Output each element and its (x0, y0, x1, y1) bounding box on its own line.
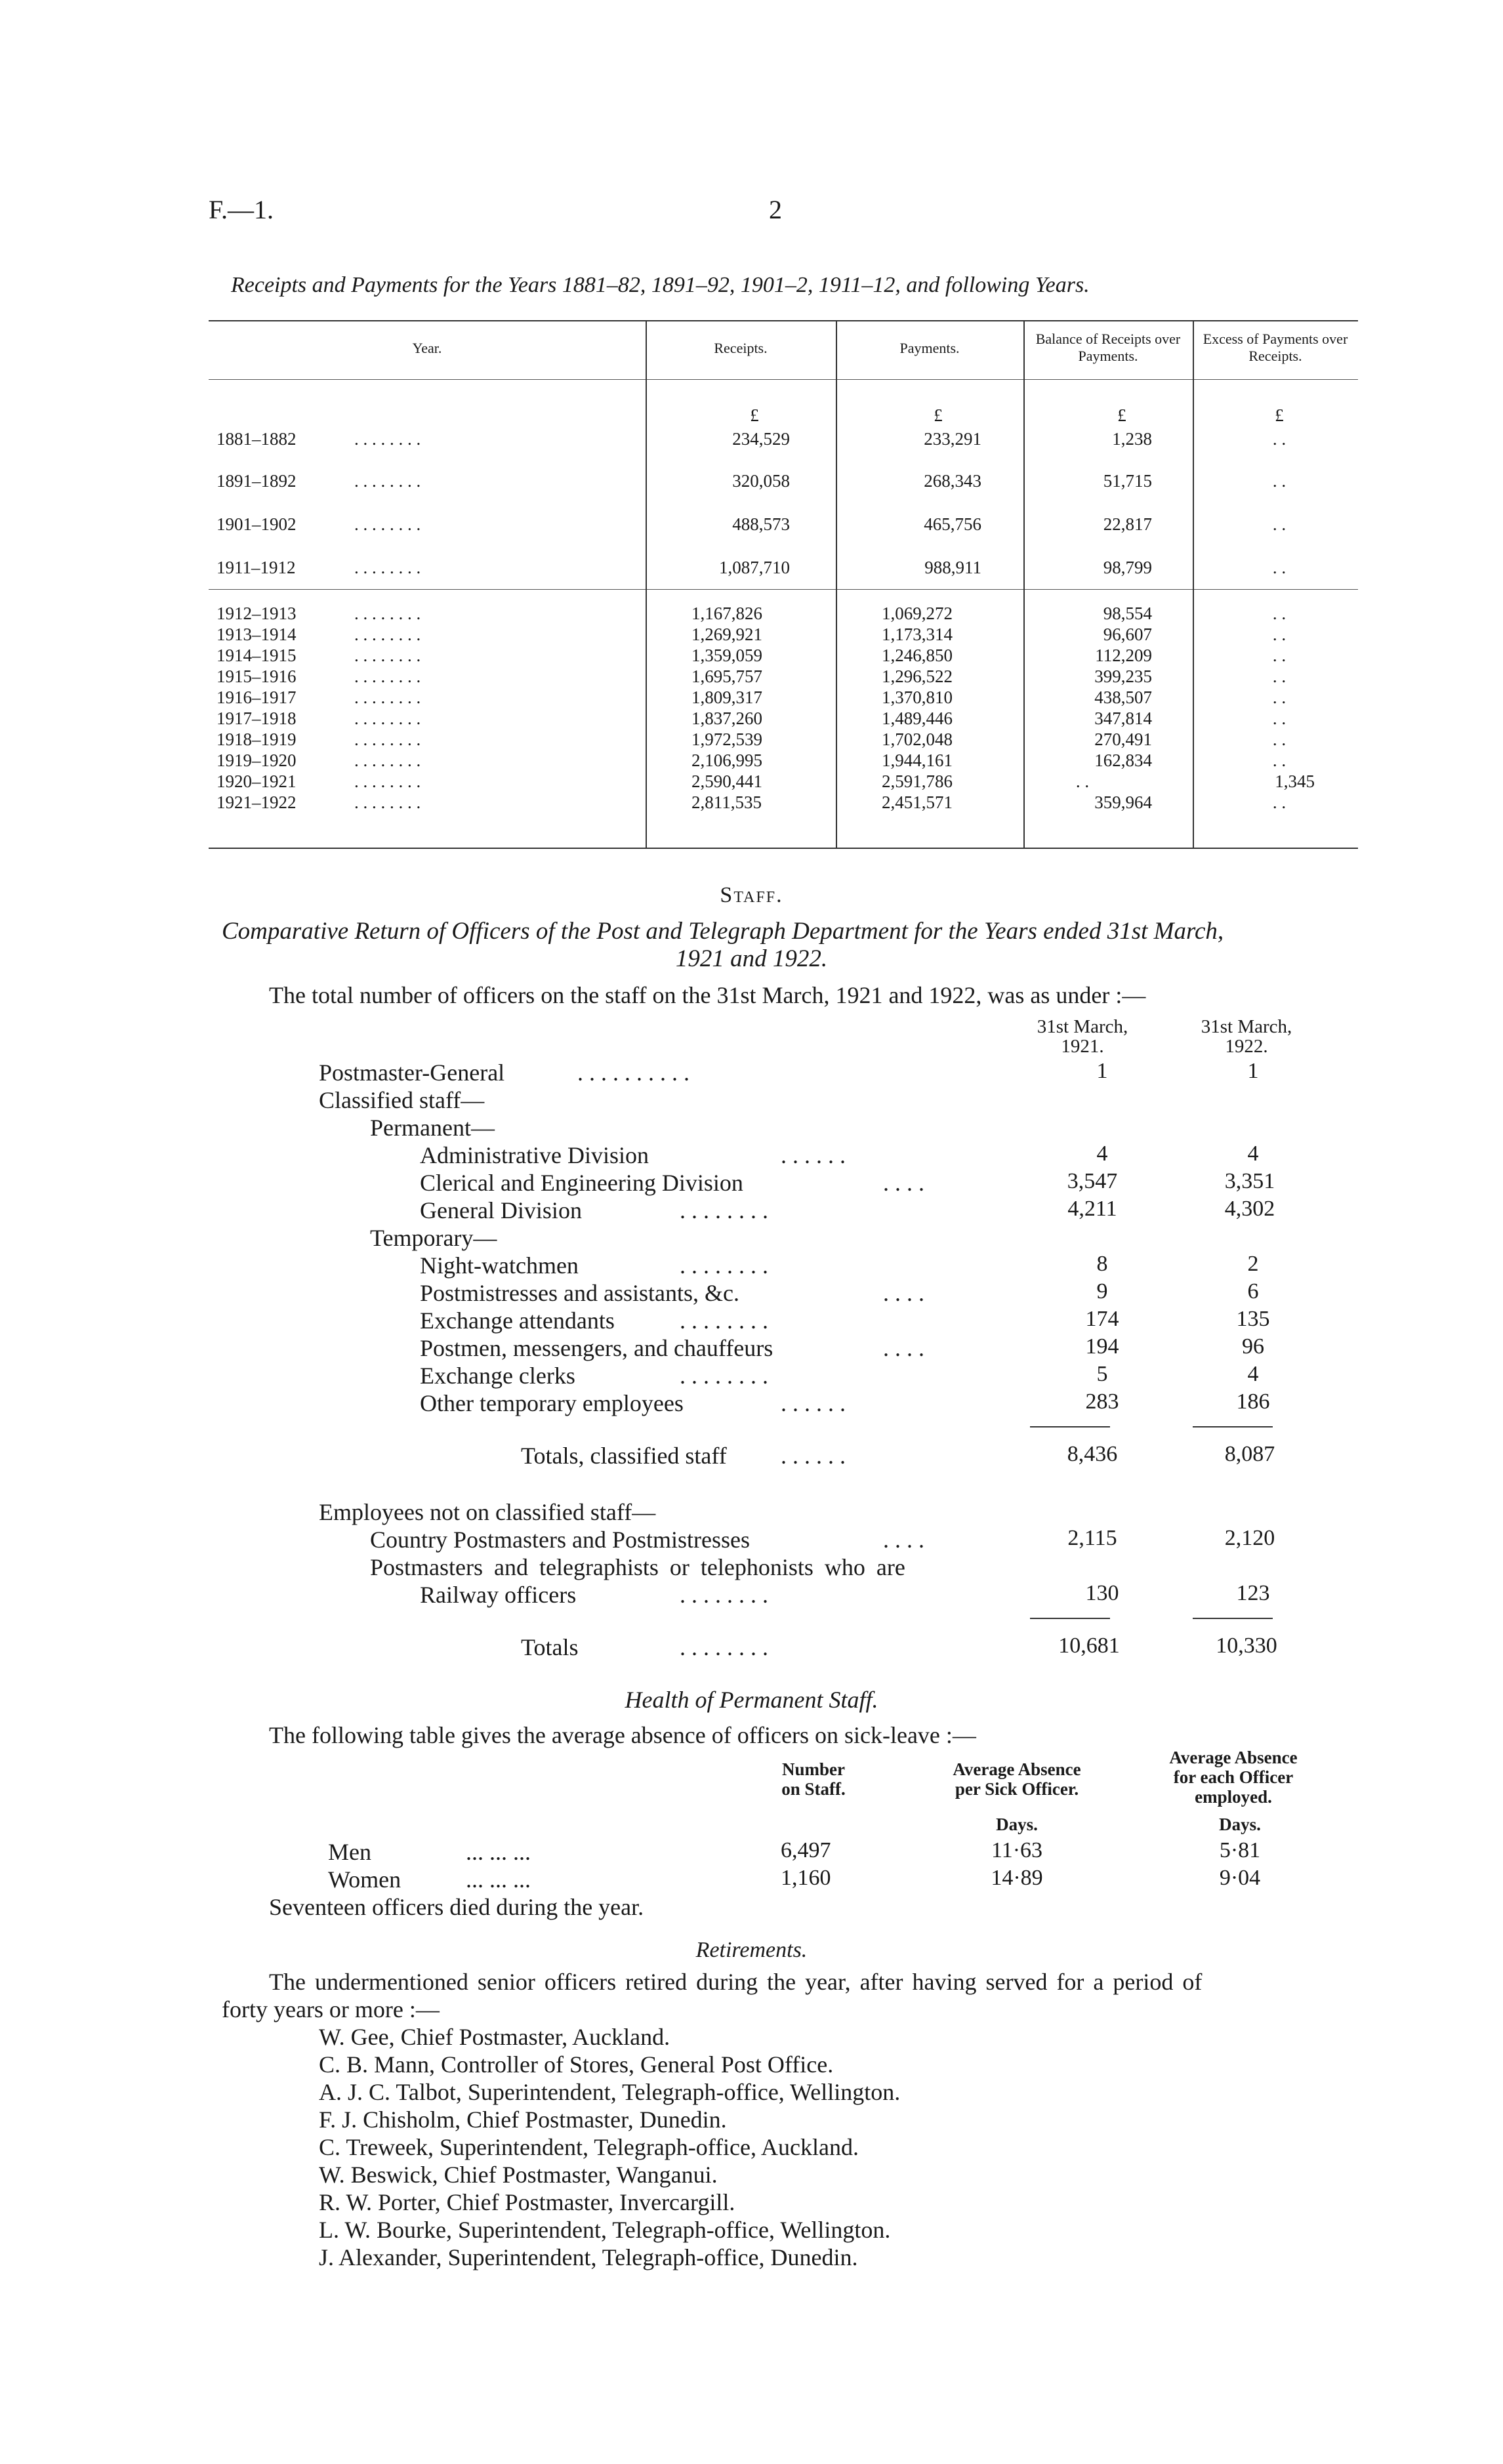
list-item: L. W. Bourke, Superintendent, Telegraph-office, Wellington. (319, 2217, 891, 2243)
row-balance: . . (1075, 771, 1090, 791)
row-leader-dots: . . . . . . . . (354, 604, 421, 623)
totals-1921: 10,681 (1058, 1633, 1120, 1658)
table-top-rule (209, 320, 1358, 321)
health-col-number-header (761, 1759, 866, 1799)
row-receipts: 2,590,441 (691, 771, 762, 791)
row-payments: 1,296,522 (882, 667, 953, 686)
totals-1922: 10,330 (1216, 1633, 1277, 1658)
staff-row-1922: 6 (1247, 1279, 1259, 1304)
health-row-staff: 1,160 (781, 1866, 831, 1890)
row-balance: 162,834 (1094, 750, 1152, 770)
staff-row-label: Classified staff— (319, 1087, 485, 1113)
row-payments: 988,911 (924, 558, 981, 577)
staff-col-1921-header (1023, 1017, 1142, 1056)
row-year: 1917–1918 (216, 708, 297, 728)
row-payments: 1,246,850 (882, 646, 953, 665)
row-year: 1921–1922 (216, 792, 297, 812)
row-receipts: 1,167,826 (691, 604, 762, 623)
row-balance: 22,817 (1103, 514, 1152, 534)
staff-row-1921: 1 (1096, 1059, 1108, 1083)
row-leader-dots: . . . . . . . . (354, 750, 421, 770)
row-leader-dots: . . . . . . . . (354, 792, 421, 812)
staff-row-dots: . . . . . . . . (680, 1197, 768, 1223)
staff-row-1921: 4,211 (1067, 1197, 1117, 1221)
staff-row-1922: 3,351 (1224, 1169, 1275, 1193)
row-excess: . . (1272, 625, 1287, 644)
health-col-per-sick-header (925, 1759, 1109, 1799)
staff-row-label: Other temporary employees (420, 1390, 684, 1416)
staff-subtitle-line1: Comparative Return of Officers of the Post and Telegraph Department for the Years ended 31st March, (222, 918, 1224, 945)
row-year: 1913–1914 (216, 625, 297, 644)
totals-classified-1922: 8,087 (1224, 1442, 1275, 1466)
row-excess: . . (1272, 729, 1287, 749)
health-heading: Health of Permanent Staff. (625, 1687, 878, 1713)
retirements-heading: Retirements. (695, 1938, 808, 1962)
staff-subtitle-line2: 1921 and 1922. (675, 945, 828, 972)
row-year: 1916–1917 (216, 688, 297, 707)
row-receipts: 1,837,260 (691, 708, 762, 728)
row-excess: . . (1272, 471, 1287, 491)
row-leader-dots: . . . . . . . . (354, 625, 421, 644)
header-line: 1921. (1061, 1036, 1104, 1057)
row-payments: 1,069,272 (882, 604, 953, 623)
row-receipts: 1,695,757 (691, 667, 762, 686)
row-leader-dots: . . . . . . . . (354, 667, 421, 686)
staff-row-label: Exchange attendants (420, 1307, 615, 1334)
health-row-per-officer: 9·04 (1219, 1866, 1261, 1890)
header-line: per Sick Officer. (955, 1779, 1079, 1799)
staff-row-1921: 174 (1085, 1307, 1119, 1331)
staff-row-label: Temporary— (370, 1225, 497, 1251)
row-receipts: 1,359,059 (691, 646, 762, 665)
staff-row-dots: . . . . . . . . (680, 1307, 768, 1334)
row-receipts: 1,972,539 (691, 729, 762, 749)
staff-row-1922: 4 (1247, 1141, 1259, 1166)
staff-row-dots: . . . . . . (781, 1390, 846, 1416)
staff-row-1922: 123 (1236, 1581, 1270, 1605)
staff-row-label: Night-watchmen (420, 1252, 579, 1279)
row-receipts: 2,106,995 (691, 750, 762, 770)
row-leader-dots: . . . . . . . . (354, 771, 421, 791)
row-payments: 1,370,810 (882, 688, 953, 707)
header-line: on Staff. (781, 1779, 846, 1799)
row-payments: 1,702,048 (882, 729, 953, 749)
row-excess: . . (1272, 667, 1287, 686)
currency-balance: £ (1117, 405, 1126, 425)
list-item: W. Beswick, Chief Postmaster, Wanganui. (319, 2162, 718, 2188)
row-leader-dots: . . . . . . . . (354, 688, 421, 707)
staff-row-1921: 9 (1096, 1279, 1108, 1304)
sum-rule (1030, 1426, 1110, 1427)
row-balance: 96,607 (1103, 625, 1152, 644)
row-balance: 98,799 (1103, 558, 1152, 577)
row-year: 1881–1882 (216, 429, 297, 449)
header-line: for each Officer (1173, 1767, 1294, 1787)
staff-row-dots: . . . . . . . . (680, 1582, 768, 1608)
page-number: 2 (769, 195, 782, 224)
row-excess: . . (1272, 604, 1287, 623)
staff-row-1921: 283 (1085, 1389, 1119, 1414)
row-balance: 399,235 (1094, 667, 1152, 686)
row-receipts: 1,269,921 (691, 625, 762, 644)
col-header-receipts: Receipts. (714, 340, 768, 356)
health-row-dots: ... ... ... (466, 1839, 531, 1865)
staff-row-dots: . . . . . . . . . . (577, 1059, 690, 1086)
col-header-payments: Payments. (899, 340, 960, 356)
row-balance: 359,964 (1094, 792, 1152, 812)
row-leader-dots: . . . . . . . . (354, 429, 421, 449)
row-payments: 1,489,446 (882, 708, 953, 728)
row-balance: 1,238 (1112, 429, 1152, 449)
row-excess: 1,345 (1275, 771, 1315, 791)
header-line: 31st March, (1201, 1016, 1292, 1037)
receipts-table-title: Receipts and Payments for the Years 1881–82, 1891–92, 1901–2, 1911–12, and following Years. (231, 273, 1090, 297)
retirements-intro-line1: The undermentioned senior officers retired during the year, after having served for a period of (269, 1969, 1203, 1995)
row-year: 1919–1920 (216, 750, 297, 770)
header-line: 31st March, (1037, 1016, 1128, 1037)
staff-row-1921: 5 (1096, 1362, 1108, 1386)
row-leader-dots: . . . . . . . . (354, 558, 421, 577)
header-line: Average Absence (1169, 1748, 1298, 1767)
railway-intro-line: Postmasters and telegraphists or telephonists who are (370, 1554, 905, 1580)
col-divider-2 (836, 320, 837, 848)
row-excess: . . (1272, 429, 1287, 449)
row-excess: . . (1272, 558, 1287, 577)
sum-rule (1030, 1618, 1110, 1619)
row-excess: . . (1272, 688, 1287, 707)
row-payments: 1,944,161 (882, 750, 953, 770)
row-year: 1918–1919 (216, 729, 297, 749)
list-item: F. J. Chisholm, Chief Postmaster, Dunedin. (319, 2106, 727, 2133)
row-balance: 438,507 (1094, 688, 1152, 707)
staff-row-label: Permanent— (370, 1115, 495, 1141)
row-year: 1891–1892 (216, 471, 297, 491)
staff-row-dots: . . . . . . (781, 1142, 846, 1168)
row-balance: 51,715 (1103, 471, 1152, 491)
totals-dots: . . . . . . . . (680, 1634, 768, 1660)
col-header-balance: Balance of Receipts over Payments. (1035, 331, 1181, 364)
health-row-dots: ... ... ... (466, 1866, 531, 1893)
staff-row-1921: 8 (1096, 1252, 1108, 1276)
list-item: C. Treweek, Superintendent, Telegraph-office, Auckland. (319, 2134, 859, 2160)
retirements-intro-line2: forty years or more :— (222, 1996, 440, 2023)
header-line: 1922. (1225, 1036, 1268, 1057)
row-receipts: 1,809,317 (691, 688, 762, 707)
list-item: A. J. C. Talbot, Superintendent, Telegraph-office, Wellington. (319, 2079, 901, 2105)
totals-classified-label: Totals, classified staff (521, 1443, 727, 1469)
row-excess: . . (1272, 646, 1287, 665)
staff-row-dots: . . . . (883, 1335, 924, 1361)
health-days-label: Days. (996, 1815, 1038, 1834)
staff-row-1921: 2,115 (1067, 1526, 1117, 1550)
staff-row-1922: 186 (1236, 1389, 1270, 1414)
table-bottom-rule (209, 848, 1358, 849)
table-group-rule (209, 589, 1358, 590)
list-item: R. W. Porter, Chief Postmaster, Invercargill. (319, 2189, 735, 2215)
staff-intro: The total number of officers on the staff on the 31st March, 1921 and 1922, was as under :— (269, 982, 1146, 1008)
sum-rule (1193, 1426, 1273, 1427)
currency-receipts: £ (750, 405, 759, 425)
row-payments: 233,291 (924, 429, 981, 449)
row-payments: 268,343 (924, 471, 981, 491)
row-payments: 2,591,786 (882, 771, 953, 791)
staff-row-label: Clerical and Engineering Division (420, 1170, 743, 1196)
row-payments: 1,173,314 (882, 625, 953, 644)
currency-excess: £ (1275, 405, 1284, 425)
list-item: W. Gee, Chief Postmaster, Auckland. (319, 2024, 670, 2050)
col-header-excess: Excess of Payments over Receipts. (1203, 331, 1348, 364)
row-excess: . . (1272, 708, 1287, 728)
list-item: C. B. Mann, Controller of Stores, General Post Office. (319, 2051, 834, 2078)
row-balance: 112,209 (1095, 646, 1152, 665)
staff-row-1921: 3,547 (1067, 1169, 1118, 1193)
staff-row-label: Postmaster-General (319, 1059, 505, 1086)
row-receipts: 320,058 (732, 471, 790, 491)
document-code: F.—1. (209, 195, 274, 224)
staff-row-1921: 130 (1085, 1581, 1119, 1605)
col-divider-4 (1193, 320, 1194, 848)
staff-row-dots: . . . . . . . . (680, 1252, 768, 1279)
health-days-label: Days. (1219, 1815, 1261, 1834)
staff-row-1922: 2,120 (1224, 1526, 1275, 1550)
table-header-rule (209, 379, 1358, 380)
health-row-staff: 6,497 (781, 1838, 831, 1862)
row-year: 1914–1915 (216, 646, 297, 665)
staff-row-label: Postmistresses and assistants, &c. (420, 1280, 739, 1306)
health-row-label: Men (328, 1839, 371, 1865)
sum-rule (1193, 1618, 1273, 1619)
staff-row-dots: . . . . . . . . (680, 1363, 768, 1389)
staff-col-1922-header (1187, 1017, 1306, 1056)
row-year: 1912–1913 (216, 604, 297, 623)
row-receipts: 1,087,710 (719, 558, 790, 577)
col-header-year: Year. (412, 340, 442, 356)
staff-row-label: General Division (420, 1197, 582, 1223)
staff-row-label: Country Postmasters and Postmistresses (370, 1527, 751, 1553)
row-balance: 347,814 (1094, 708, 1152, 728)
row-year: 1915–1916 (216, 667, 297, 686)
totals-classified-1921: 8,436 (1067, 1442, 1118, 1466)
staff-heading: Staff. (720, 883, 783, 907)
totals-classified-dots: . . . . . . (781, 1443, 846, 1469)
staff-row-label: Postmen, messengers, and chauffeurs (420, 1335, 773, 1361)
list-item: J. Alexander, Superintendent, Telegraph-office, Dunedin. (319, 2244, 858, 2270)
staff-row-1922: 4,302 (1224, 1197, 1275, 1221)
currency-payments: £ (934, 405, 943, 425)
row-leader-dots: . . . . . . . . (354, 471, 421, 491)
staff-row-label: Railway officers (420, 1582, 577, 1608)
row-leader-dots: . . . . . . . . (354, 708, 421, 728)
row-receipts: 234,529 (732, 429, 790, 449)
staff-row-1922: 1 (1247, 1059, 1259, 1083)
staff-row-1922: 96 (1242, 1334, 1264, 1359)
health-row-per-officer: 5·81 (1219, 1838, 1261, 1862)
staff-row-dots: . . . . (883, 1527, 924, 1553)
staff-row-1922: 135 (1236, 1307, 1270, 1331)
health-row-per-sick: 11·63 (991, 1838, 1043, 1862)
staff-row-dots: . . . . (883, 1280, 924, 1306)
row-receipts: 2,811,535 (691, 792, 762, 812)
staff-row-1922: 4 (1247, 1362, 1259, 1386)
row-excess: . . (1272, 750, 1287, 770)
row-payments: 465,756 (924, 514, 981, 534)
staff-row-dots: . . . . (883, 1170, 924, 1196)
row-leader-dots: . . . . . . . . (354, 729, 421, 749)
row-balance: 98,554 (1103, 604, 1152, 623)
health-intro: The following table gives the average absence of officers on sick-leave :— (269, 1722, 976, 1748)
row-year: 1901–1902 (216, 514, 297, 534)
staff-row-1922: 2 (1247, 1252, 1259, 1276)
row-payments: 2,451,571 (882, 792, 953, 812)
totals-label: Totals (521, 1634, 579, 1660)
row-balance: 270,491 (1094, 729, 1152, 749)
staff-row-1921: 194 (1085, 1334, 1119, 1359)
col-divider-1 (646, 320, 647, 848)
header-line: Number (782, 1759, 845, 1779)
staff-row-1921: 4 (1096, 1141, 1108, 1166)
health-col-per-officer-header (1142, 1748, 1325, 1807)
staff-row-label: Administrative Division (420, 1142, 649, 1168)
row-year: 1920–1921 (216, 771, 297, 791)
row-excess: . . (1272, 514, 1287, 534)
row-leader-dots: . . . . . . . . (354, 514, 421, 534)
health-row-per-sick: 14·89 (991, 1866, 1043, 1890)
not-classified-heading: Employees not on classified staff— (319, 1499, 656, 1525)
health-deaths-note: Seventeen officers died during the year. (269, 1894, 644, 1920)
header-line: Average Absence (953, 1759, 1081, 1779)
row-excess: . . (1272, 792, 1287, 812)
staff-row-label: Exchange clerks (420, 1363, 575, 1389)
row-receipts: 488,573 (732, 514, 790, 534)
row-year: 1911–1912 (216, 558, 296, 577)
health-row-label: Women (328, 1866, 401, 1893)
header-line: employed. (1195, 1787, 1272, 1807)
row-leader-dots: . . . . . . . . (354, 646, 421, 665)
